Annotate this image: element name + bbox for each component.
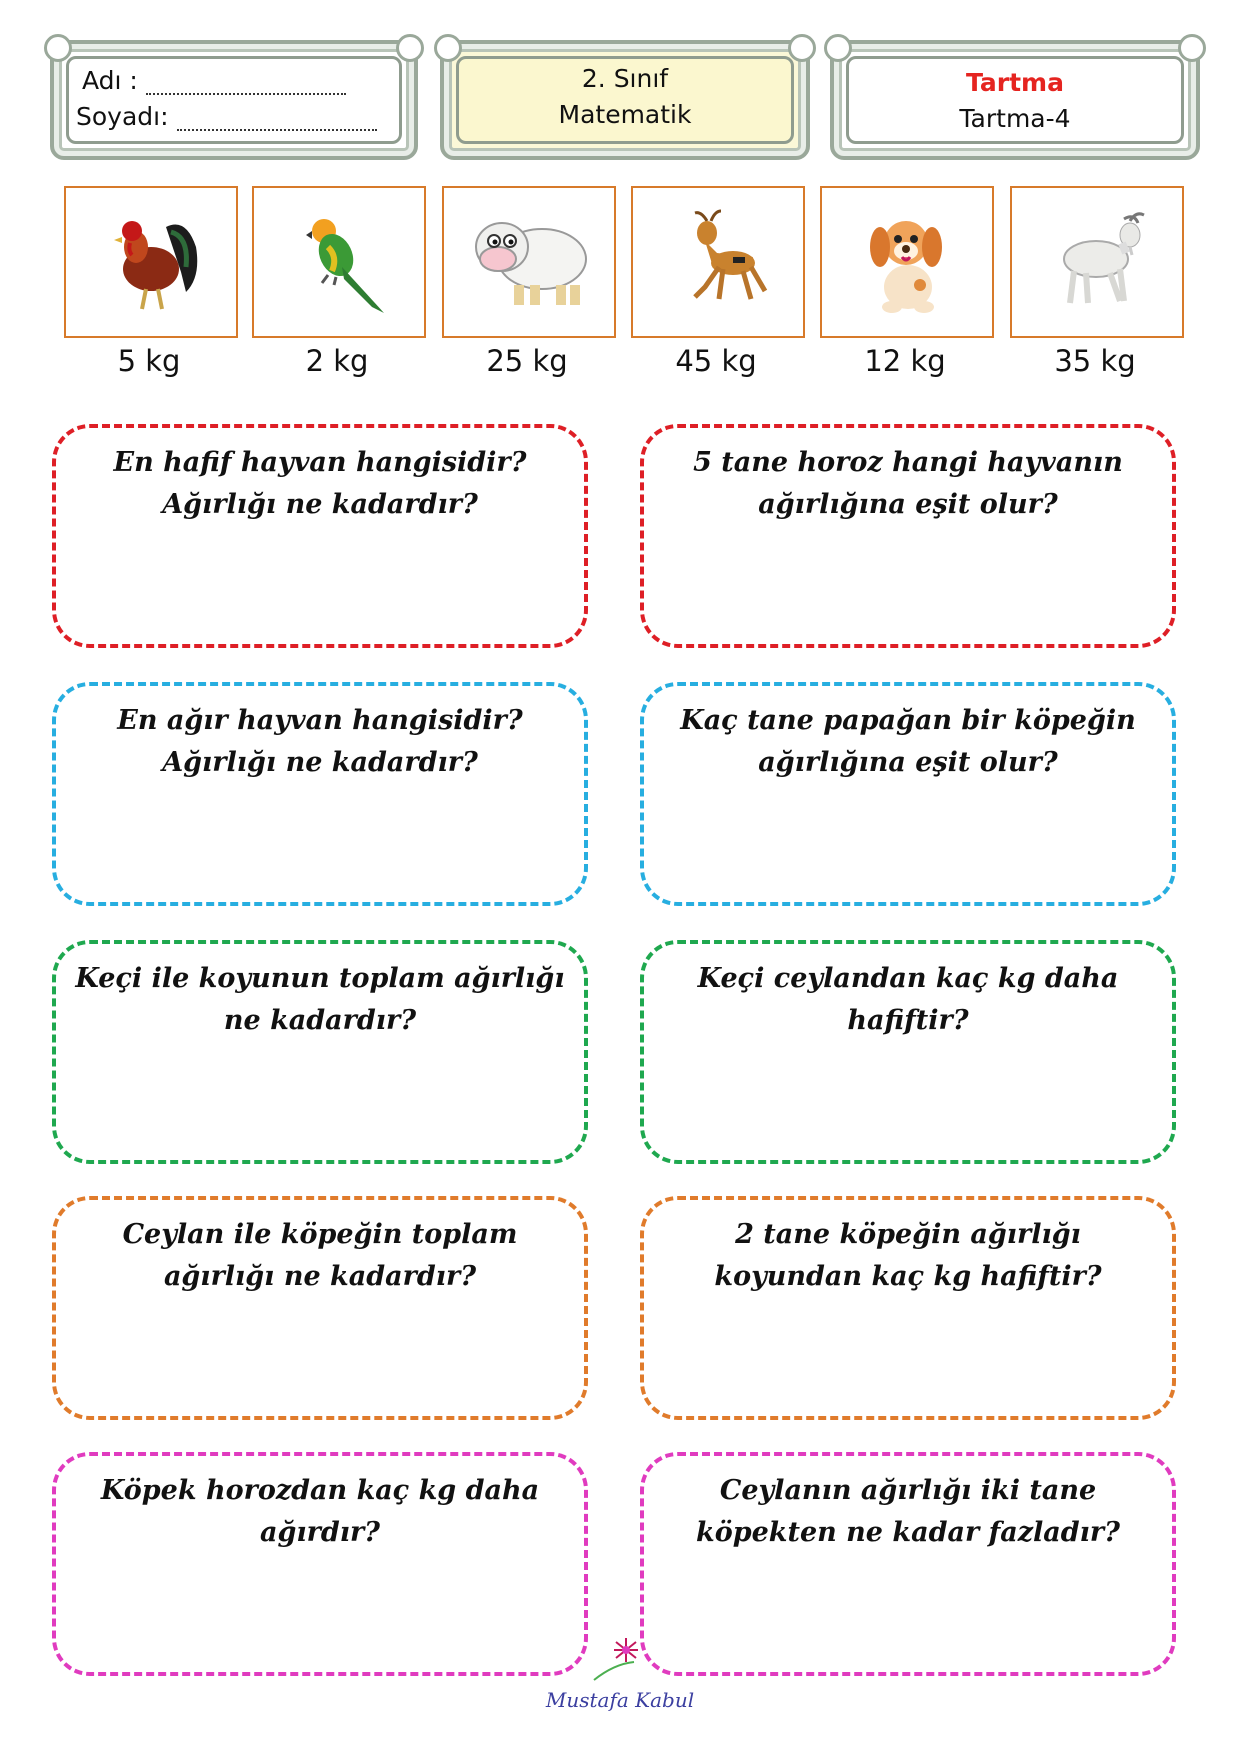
question-box-8[interactable] <box>640 1196 1176 1420</box>
question-box-1[interactable] <box>52 424 588 648</box>
grade-label: 2. Sınıf <box>581 64 669 93</box>
surname-blank[interactable] <box>177 111 377 131</box>
question-box-3[interactable] <box>52 682 588 906</box>
rooster-icon <box>96 207 206 317</box>
weight-parrot: 2 kg <box>305 344 369 378</box>
sheep-icon <box>464 207 594 317</box>
name-label: Adı : <box>82 66 138 95</box>
question-text: En ağır hayvan hangisidir? Ağırlığı ne kadardır? <box>117 705 523 778</box>
animal-card-sheep <box>442 186 616 338</box>
goat-icon <box>1042 207 1152 317</box>
question-box-2[interactable] <box>640 424 1176 648</box>
animal-card-goat <box>1010 186 1184 338</box>
topic-plaque <box>830 40 1200 160</box>
weight-sheep: 25 kg <box>486 344 568 378</box>
name-blank[interactable] <box>146 75 346 95</box>
weight-goat: 35 kg <box>1054 344 1136 378</box>
animal-card-puppy <box>820 186 994 338</box>
question-box-7[interactable] <box>52 1196 588 1420</box>
weight-deer: 45 kg <box>675 344 757 378</box>
question-text: Ceylan ile köpeğin toplam ağırlığı ne kadardır? <box>122 1219 518 1292</box>
name-row <box>82 66 346 95</box>
deer-icon <box>663 207 773 317</box>
question-box-4[interactable] <box>640 682 1176 906</box>
question-box-5[interactable] <box>52 940 588 1164</box>
animal-card-parrot <box>252 186 426 338</box>
question-text: Keçi ceylandan kaç kg daha hafiftir? <box>697 963 1119 1036</box>
surname-row <box>76 102 377 131</box>
question-text: Kaç tane papağan bir köpeğin ağırlığına eşit olur? <box>680 705 1136 778</box>
author-logo <box>530 1636 710 1716</box>
question-box-10[interactable] <box>640 1452 1176 1676</box>
subject-label: Matematik <box>558 100 692 129</box>
animal-card-deer <box>631 186 805 338</box>
student-info-plaque <box>50 40 418 160</box>
question-text: 5 tane horoz hangi hayvanın ağırlığına eşit olur? <box>693 447 1123 520</box>
animal-card-rooster <box>64 186 238 338</box>
worksheet-title: Tartma-4 <box>959 104 1071 133</box>
question-box-9[interactable] <box>52 1452 588 1676</box>
class-plaque <box>440 40 810 160</box>
surname-label: Soyadı: <box>76 102 169 131</box>
question-text: En hafif hayvan hangisidir? Ağırlığı ne kadardır? <box>113 447 527 520</box>
question-text: Köpek horozdan kaç kg daha ağırdır? <box>100 1475 540 1548</box>
flower-icon <box>590 1636 650 1686</box>
weight-puppy: 12 kg <box>864 344 946 378</box>
puppy-icon <box>852 207 962 317</box>
question-text: 2 tane köpeğin ağırlığı koyundan kaç kg hafiftir? <box>714 1219 1102 1292</box>
question-text: Ceylanın ağırlığı iki tane köpekten ne kadar fazladır? <box>696 1475 1120 1548</box>
weight-rooster: 5 kg <box>117 344 181 378</box>
topic-title: Tartma <box>966 68 1064 97</box>
parrot-icon <box>284 207 394 317</box>
author-name: Mustafa Kabul <box>545 1688 695 1712</box>
question-box-6[interactable] <box>640 940 1176 1164</box>
question-text: Keçi ile koyunun toplam ağırlığı ne kadardır? <box>75 963 565 1036</box>
